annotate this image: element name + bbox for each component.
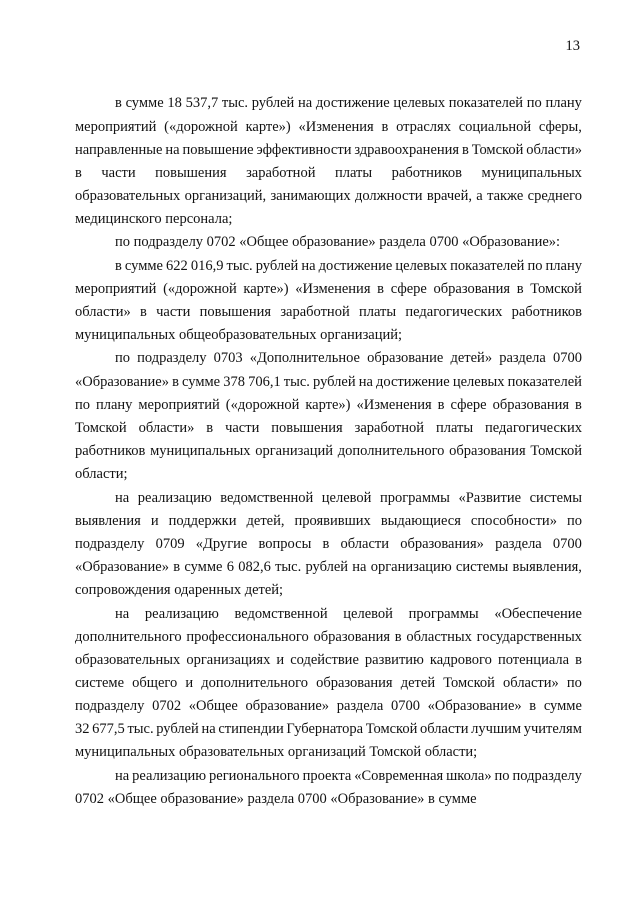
word: области [420, 721, 469, 737]
word: образования [433, 281, 511, 297]
word: мероприятий [138, 397, 220, 413]
word: («дорожной [164, 119, 238, 135]
word: на [115, 606, 130, 622]
text-line [75, 281, 582, 297]
word: дополнительного [201, 675, 308, 691]
word: плану [95, 397, 133, 413]
word: 0703 [213, 350, 243, 366]
word: образовательных [75, 652, 181, 668]
word: в [575, 397, 582, 413]
text-line [75, 721, 582, 737]
word: в [394, 629, 402, 645]
word: общего [132, 675, 178, 691]
text-line [115, 95, 582, 111]
word: выявления, [512, 559, 582, 575]
word: областных [406, 629, 472, 645]
word: по [566, 675, 582, 691]
word: сфере [390, 281, 427, 297]
word: в [115, 95, 122, 111]
word: области [340, 536, 390, 552]
word: на [115, 490, 130, 506]
word: ведомственной [234, 606, 328, 622]
word: Томской [530, 281, 582, 297]
word: содействие [290, 652, 359, 668]
word: рублей [255, 258, 299, 274]
word: области» [526, 142, 582, 158]
text-line [75, 675, 582, 691]
word: «Изменения [295, 281, 371, 297]
word: сумме [125, 95, 164, 111]
word: на [298, 95, 313, 111]
word: педагогических [485, 420, 582, 436]
word: повышение [182, 142, 254, 158]
word: 0702 [152, 698, 182, 714]
word: Томской [530, 443, 582, 459]
word: целевых [393, 95, 446, 111]
word: потенциала [497, 652, 570, 668]
text-line [75, 559, 582, 575]
word: части [225, 420, 260, 436]
word: в [115, 258, 122, 274]
word: подразделу [137, 350, 207, 366]
word: тыс. [221, 95, 249, 111]
word: образования [316, 675, 393, 691]
word: социальной [458, 119, 532, 135]
word: раздела [495, 536, 542, 552]
word: способности» [470, 513, 557, 529]
text-line [75, 304, 582, 320]
word: Губернатора [286, 721, 364, 737]
word: повышения [155, 165, 227, 181]
word: по [115, 350, 131, 366]
text-line [115, 490, 582, 506]
word: в [461, 142, 469, 158]
text-line [75, 443, 582, 459]
word: («дорожной [225, 397, 300, 413]
word: школа» [446, 768, 492, 784]
word: сумме [184, 559, 223, 575]
word: дополнительного [337, 443, 445, 459]
word: заработной [280, 304, 350, 320]
word: и [185, 675, 194, 691]
word: части [156, 304, 191, 320]
word: в [575, 652, 582, 668]
word: педагогических [405, 304, 503, 320]
word: в [75, 165, 82, 181]
word: области» [75, 304, 131, 320]
text-line [75, 142, 582, 158]
word: организаций [255, 443, 334, 459]
word: рублей [156, 721, 199, 737]
word: в [529, 698, 537, 714]
word: муниципальных [481, 165, 582, 181]
text-line: области; [75, 466, 128, 482]
word: кадрового [429, 652, 492, 668]
word: рублей [305, 559, 349, 575]
text-line [75, 536, 582, 552]
word: достижение [375, 374, 450, 390]
word: выдающиеся [380, 513, 461, 529]
word: Томской [443, 675, 495, 691]
word: образование» [245, 698, 330, 714]
word: поддержки [168, 513, 237, 529]
word: 677,5 [92, 721, 125, 737]
word: заработной [246, 165, 316, 181]
word: платы [358, 304, 397, 320]
word: образовательных [75, 188, 181, 204]
word: организацию [370, 559, 452, 575]
word: «Образование» [427, 698, 522, 714]
word: регионального [209, 768, 300, 784]
word: на [358, 374, 373, 390]
word: сфере [450, 397, 487, 413]
word: целевой [343, 606, 393, 622]
word: эффективности [256, 142, 352, 158]
word: государственных [476, 629, 582, 645]
word: целевой [321, 490, 372, 506]
word: 0700 [391, 698, 420, 714]
word: выявления [75, 513, 141, 529]
word: «Современная [354, 768, 444, 784]
word: 082,6 [238, 559, 271, 575]
word: по [527, 258, 543, 274]
text-line: муниципальных общеобразовательных организаций; [75, 327, 403, 343]
word: Томской [471, 142, 524, 158]
word: подразделу [512, 768, 582, 784]
word: системе [75, 675, 125, 691]
word: на [301, 258, 316, 274]
word: показателей [448, 95, 524, 111]
word: на [352, 559, 367, 575]
word: должности [354, 188, 423, 204]
word: профессионального [186, 629, 309, 645]
word: детей, [246, 513, 285, 529]
word: «Развитие [458, 490, 522, 506]
word: повышения [199, 304, 272, 320]
word: («дорожной [163, 281, 237, 297]
word: тыс. [127, 721, 154, 737]
text-line [75, 629, 582, 645]
word: раздела [336, 698, 384, 714]
word: показателей [507, 374, 582, 390]
word: образования [449, 443, 526, 459]
word: и [276, 652, 285, 668]
word: по [566, 513, 582, 529]
word: дополнительного [75, 629, 182, 645]
text-line [75, 420, 582, 436]
word: в [377, 281, 385, 297]
word: 0700 [552, 536, 582, 552]
word: в [140, 304, 147, 320]
word: плану [545, 95, 582, 111]
text-line [75, 165, 582, 181]
word: системы [529, 490, 582, 506]
word: «Образование» [75, 374, 169, 390]
word: 6 [226, 559, 234, 575]
word: по [494, 768, 510, 784]
word: раздела [499, 350, 546, 366]
word: «Изменения [356, 397, 432, 413]
word: проекта [302, 768, 352, 784]
word: также [487, 188, 524, 204]
word: 18 [167, 95, 182, 111]
text-line [75, 698, 582, 714]
text-line [75, 119, 582, 135]
word: лучшим [471, 721, 522, 737]
word: детей» [450, 350, 493, 366]
word: детей [400, 675, 436, 691]
text-line [75, 513, 582, 529]
word: учителям [523, 721, 582, 737]
word: вопросы [258, 536, 312, 552]
word: мероприятий [75, 119, 157, 135]
text-line: по подразделу 0702 «Общее образование» раздела 0700 «Образование»: [115, 234, 561, 250]
word: карте») [243, 281, 289, 297]
word: платы [334, 165, 373, 181]
word: тыс. [275, 559, 302, 575]
word: по [75, 397, 91, 413]
word: 0709 [155, 536, 185, 552]
word: врачей, [426, 188, 472, 204]
word: показателей [450, 258, 525, 274]
word: тыс. [283, 374, 310, 390]
word: в [206, 420, 214, 436]
word: повышения [271, 420, 343, 436]
word: реализацию [132, 768, 207, 784]
word: достижение [315, 95, 390, 111]
word: на [201, 721, 216, 737]
word: работников [75, 443, 146, 459]
word: по [526, 95, 542, 111]
text-line: сопровождения одаренных детей; [75, 582, 284, 598]
word: отраслях [396, 119, 451, 135]
word: на [115, 768, 130, 784]
word: работников [511, 304, 582, 320]
word: в [516, 281, 524, 297]
word: 0700 [552, 350, 582, 366]
word: системы [455, 559, 509, 575]
word: на [165, 142, 180, 158]
word: программы [379, 490, 450, 506]
word: достижение [318, 258, 393, 274]
word: Томской [365, 721, 418, 737]
word: «Общее [188, 698, 238, 714]
text-line [75, 397, 582, 413]
text-line [75, 374, 582, 390]
word: «Изменения [298, 119, 374, 135]
text-line: муниципальных образовательных организаций Томской области; [75, 744, 478, 760]
word: «Обеспечение [494, 606, 582, 622]
word: подразделу [75, 536, 145, 552]
word: 706,1 [248, 374, 281, 390]
word: сумме [182, 374, 221, 390]
text-line [75, 652, 582, 668]
text-line [115, 768, 582, 784]
text-line [115, 258, 582, 274]
word: реализацию [137, 490, 212, 506]
text-line [115, 350, 582, 366]
text-line: медицинского персонала; [75, 211, 233, 227]
page-number: 13 [565, 38, 580, 54]
word: образования [313, 629, 391, 645]
word: платы [435, 420, 474, 436]
word: а [476, 188, 483, 204]
word: «Другие [195, 536, 248, 552]
word: муниципальных [150, 443, 251, 459]
word: рублей [251, 95, 295, 111]
word: тыс. [226, 258, 253, 274]
word: и [150, 513, 159, 529]
word: направленные [75, 142, 163, 158]
word: рублей [313, 374, 356, 390]
word: 378 [223, 374, 245, 390]
word: области» [138, 420, 195, 436]
word: сумме [124, 258, 163, 274]
word: образования» [400, 536, 484, 552]
word: плану [545, 258, 582, 274]
word: организациях [186, 652, 271, 668]
word: в [172, 374, 179, 390]
word: карте») [305, 397, 351, 413]
word: подразделу [75, 698, 145, 714]
word: заработной [354, 420, 425, 436]
word: 016,9 [190, 258, 224, 274]
word: карте») [245, 119, 291, 135]
word: в [173, 559, 181, 575]
word: проявивших [294, 513, 371, 529]
text-line: 0702 «Общее образование» раздела 0700 «Образование» в сумме [75, 791, 477, 807]
word: в [322, 536, 330, 552]
word: здравоохранения [354, 142, 460, 158]
text-line [115, 606, 582, 622]
word: организаций, [184, 188, 267, 204]
word: занимающих [270, 188, 351, 204]
word: программы [408, 606, 479, 622]
word: развитию [364, 652, 424, 668]
word: мероприятий [75, 281, 157, 297]
word: в [381, 119, 389, 135]
word: части [101, 165, 136, 181]
text-line [75, 188, 582, 204]
word: реализацию [144, 606, 219, 622]
word: среднего [527, 188, 582, 204]
word: работников [391, 165, 463, 181]
word: образования [492, 397, 570, 413]
word: области» [503, 675, 559, 691]
word: стипендии [218, 721, 284, 737]
word: 537,7 [185, 95, 219, 111]
word: Томской [75, 420, 127, 436]
word: целевых [452, 374, 505, 390]
word: «Дополнительное [249, 350, 360, 366]
word: сферы, [538, 119, 582, 135]
word: сумме [543, 698, 582, 714]
word: образование [367, 350, 444, 366]
word: 622 [166, 258, 188, 274]
word: «Образование» [75, 559, 169, 575]
word: ведомственной [220, 490, 314, 506]
word: целевых [395, 258, 448, 274]
word: в [437, 397, 445, 413]
word: 32 [75, 721, 90, 737]
